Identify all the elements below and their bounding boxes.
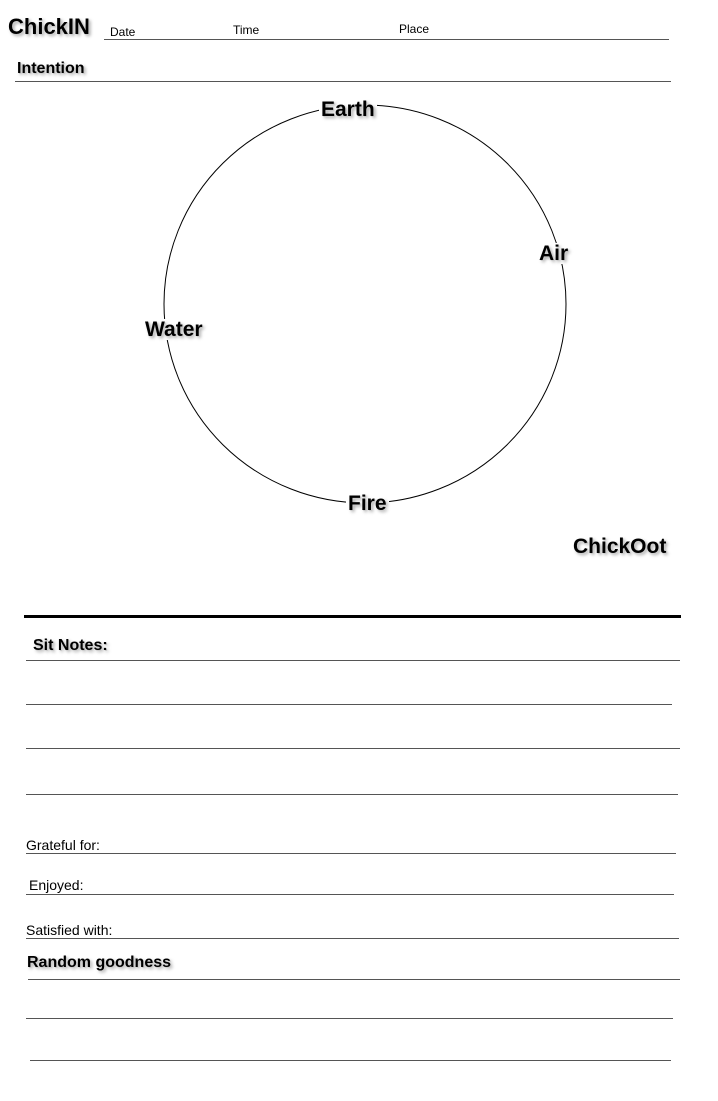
circle-outline bbox=[164, 105, 566, 503]
time-label: Time bbox=[233, 23, 260, 37]
section-divider bbox=[24, 615, 681, 618]
random-line-1 bbox=[28, 979, 680, 980]
intention-label: Intention bbox=[17, 60, 85, 77]
element-earth: Earth bbox=[321, 98, 375, 121]
grateful-label: Grateful for: bbox=[26, 837, 100, 853]
sit-notes-line-2 bbox=[26, 704, 672, 705]
enjoyed-line bbox=[26, 894, 674, 895]
element-air: Air bbox=[539, 242, 569, 265]
satisfied-line bbox=[26, 938, 679, 939]
sit-notes-label: Sit Notes: bbox=[33, 637, 108, 654]
sit-notes-line-4 bbox=[26, 794, 678, 795]
sit-notes-line-3 bbox=[26, 748, 680, 749]
place-label: Place bbox=[399, 22, 430, 36]
date-label: Date bbox=[110, 25, 136, 39]
random-line-3 bbox=[30, 1060, 671, 1061]
element-water: Water bbox=[145, 318, 203, 341]
satisfied-label: Satisfied with: bbox=[26, 922, 113, 938]
grateful-line bbox=[26, 853, 676, 854]
chickoot-label: ChickOot bbox=[573, 535, 667, 558]
enjoyed-label: Enjoyed: bbox=[29, 877, 84, 893]
page-title: ChickIN bbox=[8, 14, 90, 39]
element-fire: Fire bbox=[348, 492, 387, 515]
random-goodness-label: Random goodness bbox=[27, 954, 172, 971]
sit-notes-line-1 bbox=[26, 660, 680, 661]
random-line-2 bbox=[26, 1018, 673, 1019]
